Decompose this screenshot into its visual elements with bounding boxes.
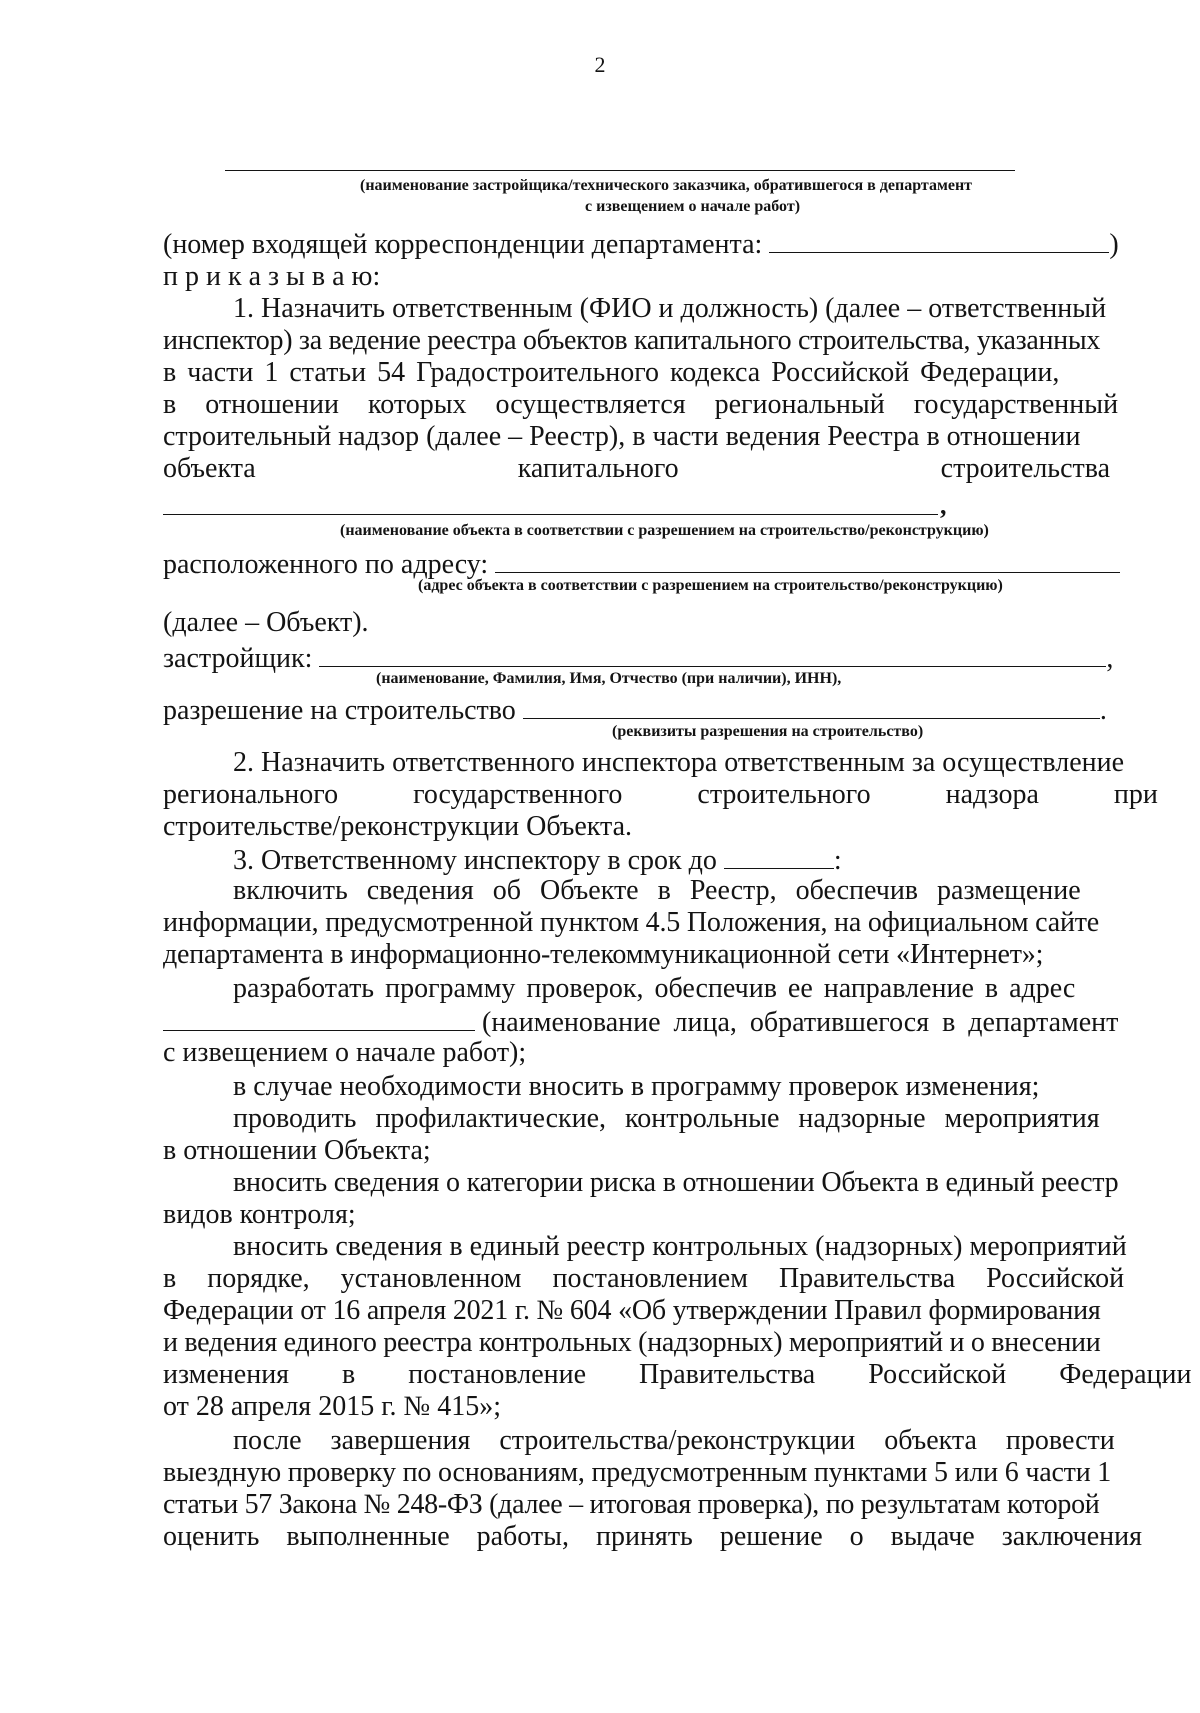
p1-line-4: в отношении которых осуществляется региональный государственный (163, 389, 1119, 420)
b6-line-3: Федерации от 16 апреля 2021 г. № 604 «Об утверждении Правил формирования (163, 1295, 1101, 1326)
address-label: расположенного по адресу: (163, 549, 489, 580)
incoming-number-blank (769, 226, 1109, 253)
developer-comma: , (1106, 643, 1114, 674)
b5-line-2: видов контроля; (163, 1199, 356, 1230)
deadline-blank (724, 842, 834, 869)
p2-line-2: регионального государственного строительного надзора при (163, 779, 1158, 810)
p2-line-3: строительстве/реконструкции Объекта. (163, 811, 633, 842)
b6-line-1: вносить сведения в единый реестр контрольных (надзорных) мероприятий (233, 1231, 1127, 1262)
permit-dot: . (1099, 695, 1107, 726)
b7-line-2: выездную проверку по основаниям, предусмотренным пунктами 5 или 6 части 1 (163, 1457, 1112, 1488)
b3-line: в случае необходимости вносить в программу проверок изменения; (233, 1071, 1040, 1102)
p1-line-2: инспектор) за ведение реестра объектов капитального строительства, указанных (163, 325, 1101, 356)
p3-colon: : (833, 845, 842, 876)
caption-developer-fields: (наименование, Фамилия, Имя, Отчество (при наличии), ИНН), (376, 670, 842, 687)
p3-label: 3. Ответственному инспектору в срок до (233, 845, 717, 876)
b2-line-3: с извещением о начале работ); (163, 1037, 527, 1068)
p2-line-1: 2. Назначить ответственного инспектора ответственным за осуществление (233, 747, 1125, 778)
b6-line-5: изменения в постановление Правительства Российской Федерации (163, 1359, 1192, 1390)
object-comma: , (940, 491, 947, 520)
caption-developer: (наименование застройщика/технического заказчика, обратившегося в департамент (360, 177, 973, 194)
p1-line-1 (233, 292, 1146, 326)
incoming-number-line (163, 226, 1146, 262)
object-definition: (далее – Объект). (163, 607, 369, 638)
page-number: 2 (594, 52, 606, 77)
b4-line-1: проводить профилактические, контрольные надзорные мероприятия (233, 1103, 1100, 1134)
b6-line-2: в порядке, установленном постановлением Правительства Российской (163, 1263, 1125, 1294)
order-word: п р и к а з ы в а ю: (163, 261, 381, 292)
caption-developer-cont: с извещением о начале работ) (585, 198, 801, 215)
b7-line-1: после завершения строительства/реконструкции объекта провести (233, 1425, 1115, 1456)
text: 1. Назначить ответственным (ФИО и должность) (далее – ответственный (233, 293, 1107, 324)
caption-address: (адрес объекта в соответствии с разрешением на строительство/реконструкцию) (418, 577, 1003, 594)
permit-blank (523, 692, 1100, 719)
b2-line-1: разработать программу проверок, обеспечив ее направление в адрес (233, 973, 1076, 1004)
b1-line-3: департамента в информационно-телекоммуникационной сети «Интернет»; (163, 939, 1044, 970)
addressee-blank (163, 1004, 475, 1031)
p1-line-6: объекта капитального строительства (163, 453, 1111, 484)
b5-line-1: вносить сведения о категории риска в отношении Объекта в единый реестр (233, 1167, 1119, 1198)
developer-label: застройщик: (163, 643, 313, 674)
incoming-close: ) (1109, 229, 1119, 260)
b2-caption: (наименование лица, обратившегося в департамент (482, 1007, 1119, 1038)
b6-line-4: и ведения единого реестра контрольных (надзорных) мероприятий и о внесении (163, 1327, 1101, 1358)
caption-permit: (реквизиты разрешения на строительство) (612, 723, 924, 740)
address-blank (495, 546, 1120, 573)
permit-label: разрешение на строительство (163, 695, 516, 726)
b6-line-6: от 28 апреля 2015 г. № 415»; (163, 1391, 502, 1422)
b1-line-1: включить сведения об Объекте в Реестр, обеспечив размещение (233, 875, 1081, 906)
b1-line-2: информации, предусмотренной пунктом 4.5 Положения, на официальном сайте (163, 907, 1099, 938)
developer-name-blank (225, 170, 1015, 171)
caption-object: (наименование объекта в соответствии с разрешением на строительство/реконструкцию) (340, 522, 989, 539)
b4-line-2: в отношении Объекта; (163, 1135, 431, 1166)
incoming-label: (номер входящей корреспонденции департамента: (163, 229, 763, 260)
p1-line-3: в части 1 статьи 54 Градостроительного кодекса Российской Федерации, (163, 357, 1060, 388)
p3-line (233, 842, 1146, 878)
b2-line-2 (163, 1004, 1146, 1040)
developer-blank (319, 640, 1106, 667)
object-name-blank (163, 514, 938, 515)
b7-line-4: оценить выполненные работы, принять решение о выдаче заключения (163, 1521, 1143, 1552)
p1-line-5: строительный надзор (далее – Реестр), в части ведения Реестра в отношении (163, 421, 1081, 452)
b7-line-3: статьи 57 Закона № 248-ФЗ (далее – итоговая проверка), по результатам которой (163, 1489, 1100, 1520)
